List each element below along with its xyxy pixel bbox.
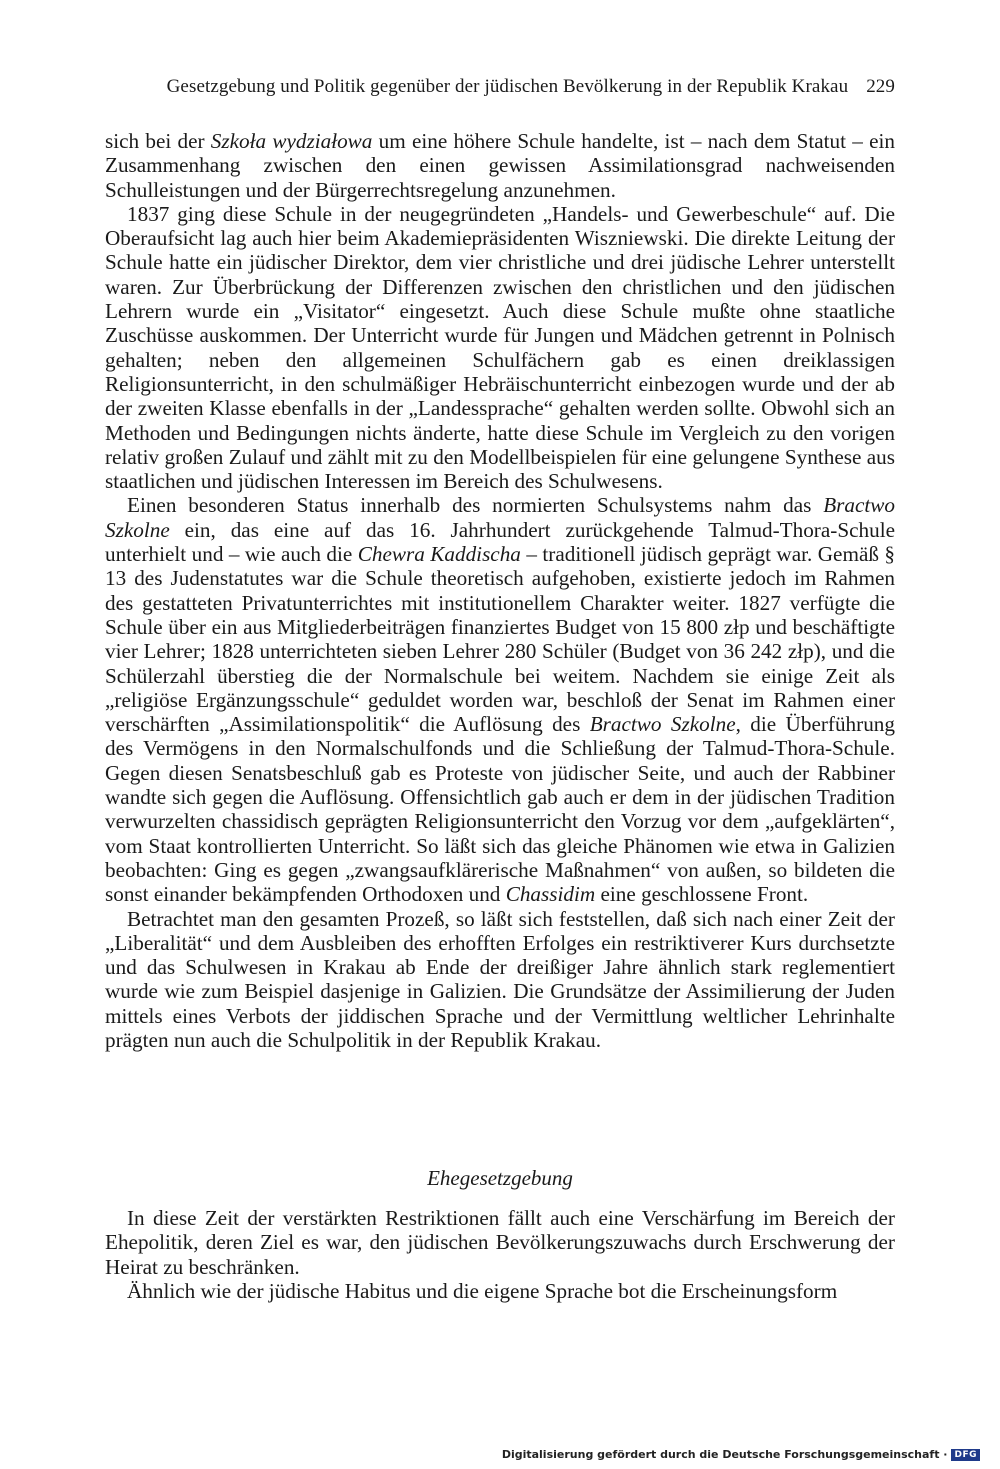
paragraph-3-italic-bractwo-2: Bractwo Szkolne: [589, 712, 736, 737]
section-heading: Ehegesetzgebung: [427, 1166, 573, 1190]
paragraph-4: Betrachtet man den gesamten Prozeß, so läßt sich feststellen, daß sich nach einer Zeit der „Liberalität“ und dem Ausbleiben des erhofften Erfolges ein restriktiverer Kurs durchsetzte und das Schulwesen in Krakau ab Ende der dreißiger Jahre ähnlich stark reglementiert wurde wie zum Beispiel dasjenige in Galizien. Die Grundsätze der Assimilierung der Juden mittels eines Verbots der jiddischen Sprache und der Vermittlung weltlicher Lehrinhalte prägten nun auch die Schulpolitik in der Republik Krakau.: [105, 906, 895, 1052]
paragraph-3-text-c: – traditionell jüdisch geprägt war. Gemäß § 13 des Judenstatutes war die Schule theoretisch aufgehoben, existierte jedoch im Rahmen des gestatteten Privatunterrichtes mit institutionellem Charakter weiter. 1827 verfügte die Schule über ein aus Mitgliederbeiträgen finanziertes Budget von 15 800 złp und beschäftigte vier Lehrer; 1828 unterrichteten sieben Lehrer 280 Schüler (Budget von 36 242 złp), und die Schülerzahl überstieg die der Normalschule bei weitem. Nachdem sie einige Zeit als „religiöse Ergänzungsschule“ geduldet worden war, beschloß der Senat im Rahmen einer verschärften „Assimilationspolitik“ die Auflösung des: [105, 542, 895, 737]
paragraph-3-text-b: ein, das eine auf das 16. Jahrhundert zurückgehende Talmud-Thora-Schule unterhielt und – wie auch die: [105, 517, 895, 567]
paragraph-2: 1837 ging diese Schule in der neugegründeten „Handels- und Gewerbeschule“ auf. Die Oberaufsicht lag auch hier beim Akademiepräsidenten Wiszniewski. Die direkte Leitung der Schule hatte ein jüdischer Direktor, dem vier christliche und drei jüdische Lehrer unterstellt waren. Zur Überbrückung der Differenzen zwischen den christlichen und den jüdischen Lehrern wurde ein „Visitator“ eingesetzt. Auch diese Schule mußte ohne staatliche Zuschüsse auskommen. Der Unterricht wurde für Jungen und Mädchen getrennt in Polnisch gehalten; neben den allgemeinen Schulfächern gab es einen dreiklassigen Religionsunterricht, in den schulmäßiger Hebräischunterricht einbezogen wurde und der ab der zweiten Klasse ebenfalls in der „Landessprache“ gehalten werden sollte. Obwohl sich an Methoden und Bedingungen nichts änderte, hatte diese Schule im Vergleich zu den vorigen relativ großen Zulauf und zählt mit zu den Modellbeispielen für eine gelungene Synthese aus staatlichen und jüdischen Interessen im Bereich des Schulwesens.: [105, 201, 895, 494]
running-title: Gesetzgebung und Politik gegenüber der jüdischen Bevölkerung in der Republik Krakau: [166, 76, 849, 97]
paragraph-3-italic-chassidim: Chassidim: [505, 882, 596, 907]
paragraph-3-text-e: eine geschlossene Front.: [595, 882, 809, 907]
section-body-text: [105, 1206, 895, 1303]
running-header: [105, 74, 895, 100]
credit-text: Digitalisierung gefördert durch die Deutsche Forschungsgemeinschaft ·: [501, 1448, 948, 1461]
paragraph-1: [105, 129, 895, 202]
dfg-logo: DFG: [951, 1449, 980, 1461]
body-text: [105, 129, 895, 1052]
section-paragraph-1: In diese Zeit der verstärkten Restriktionen fällt auch eine Verschärfung im Bereich der Ehepolitik, deren Ziel es war, den jüdischen Bevölkerungszuwachs durch Erschwerung der Heirat zu beschränken.: [105, 1206, 895, 1279]
paragraph-3-text-a: Einen besonderen Status innerhalb des normierten Schulsystems nahm das: [127, 493, 824, 518]
section-paragraph-2: Ähnlich wie der jüdische Habitus und die eigene Sprache bot die Erscheinungsform: [127, 1278, 838, 1303]
digitization-credit: [502, 1448, 980, 1461]
paragraph-3-italic-chewra: Chewra Kaddischa: [357, 542, 521, 567]
paragraph-1-italic-term: Szkoła wydziałowa: [210, 129, 373, 153]
paragraph-1-text-a: sich bei der: [105, 129, 211, 153]
paragraph-3-italic-bractwo: Bractwo Szkolne: [105, 493, 895, 542]
paragraph-3: [105, 493, 895, 906]
paragraph-3-text-d: , die Überführung des Vermögens in den Normalschulfonds und die Schließung der Talmud-Thora-Schule. Gegen diesen Senatsbeschluß gab es Proteste von jüdischer Seite, und auch der Rabbiner wandte sich gegen die Auflösung. Offensichtlich gab auch er dem in der jüdischen Tradition verwurzelten chassidisch geprägten Religionsunterricht den Vorzug vor dem „aufgeklärten“, vom Staat kontrollierten Unterricht. So läßt sich das gleiche Phänomen wie etwa in Galizien beobachten: Ging es gegen „zwangsaufklärerische Maßnahmen“ von außen, so bildeten die sonst einander bekämpfenden Orthodoxen und: [105, 712, 895, 907]
page-number: 229: [866, 76, 895, 97]
paragraph-1-text-b: um eine höhere Schule handelte, ist – nach dem Statut – ein Zusammenhang zwischen den einen gewissen Assimilationsgrad nachweisenden Schulleistungen und der Bürgerrechtsregelung anzunehmen.: [105, 129, 895, 202]
